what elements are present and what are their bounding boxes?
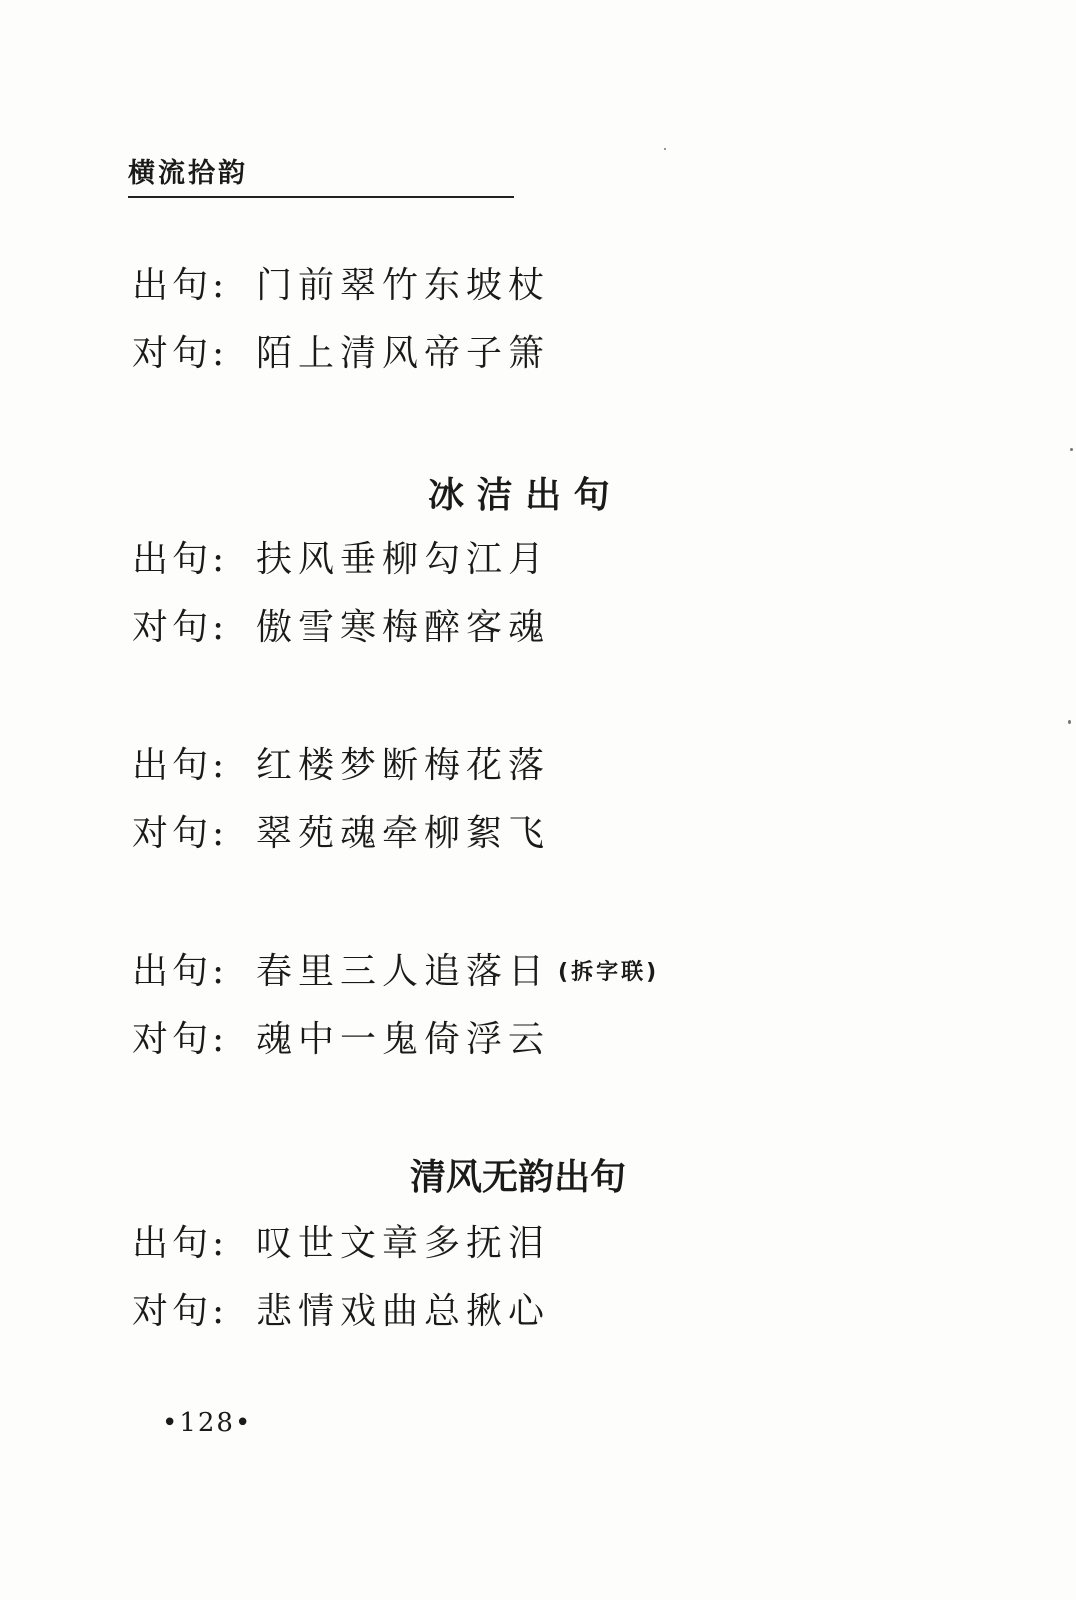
line-text: 魂中一鬼倚浮云 bbox=[256, 1019, 551, 1060]
couplet-line-first bbox=[132, 265, 551, 306]
section-title: 冰 洁 出 句 bbox=[428, 475, 610, 516]
line-text: 春里三人追落日 bbox=[256, 951, 551, 992]
line-label: 出句: bbox=[132, 745, 229, 786]
couplet-line-second bbox=[132, 607, 551, 648]
line-label: 对句: bbox=[132, 333, 229, 374]
line-label: 对句: bbox=[132, 1291, 229, 1332]
couplet-line-second bbox=[132, 813, 551, 854]
scan-speck bbox=[664, 148, 666, 150]
couplet-line-first bbox=[132, 1223, 551, 1264]
line-text: 悲情戏曲总揪心 bbox=[256, 1291, 551, 1332]
line-label: 出句: bbox=[132, 539, 229, 580]
running-header bbox=[128, 152, 514, 198]
line-text: 陌上清风帝子箫 bbox=[256, 333, 551, 374]
couplet-line-first bbox=[132, 539, 551, 580]
couplet-line-second bbox=[132, 333, 551, 374]
line-label: 出句: bbox=[132, 1223, 229, 1264]
book-title: 横流拾韵 bbox=[128, 158, 248, 189]
couplet-line-first bbox=[132, 951, 660, 992]
line-label: 出句: bbox=[132, 951, 229, 992]
annotation-note: (拆字联) bbox=[558, 960, 660, 985]
line-text: 红楼梦断梅花落 bbox=[256, 745, 551, 786]
couplet-line-first bbox=[132, 745, 551, 786]
line-label: 对句: bbox=[132, 607, 229, 648]
line-label: 对句: bbox=[132, 1019, 229, 1060]
line-text: 扶风垂柳勾江月 bbox=[256, 539, 551, 580]
line-label: 对句: bbox=[132, 813, 229, 854]
scan-speck bbox=[1070, 448, 1073, 451]
line-text: 门前翠竹东坡杖 bbox=[256, 265, 551, 306]
line-text: 翠苑魂牵柳絮飞 bbox=[256, 813, 551, 854]
scan-speck bbox=[1068, 720, 1071, 724]
couplet-line-second bbox=[132, 1291, 551, 1332]
page-number: •128• bbox=[162, 1408, 253, 1438]
line-label: 出句: bbox=[132, 265, 229, 306]
line-text: 傲雪寒梅醉客魂 bbox=[256, 607, 551, 648]
couplet-line-second bbox=[132, 1019, 551, 1060]
section-title: 清风无韵出句 bbox=[410, 1157, 627, 1198]
line-text: 叹世文章多抚泪 bbox=[256, 1223, 551, 1264]
